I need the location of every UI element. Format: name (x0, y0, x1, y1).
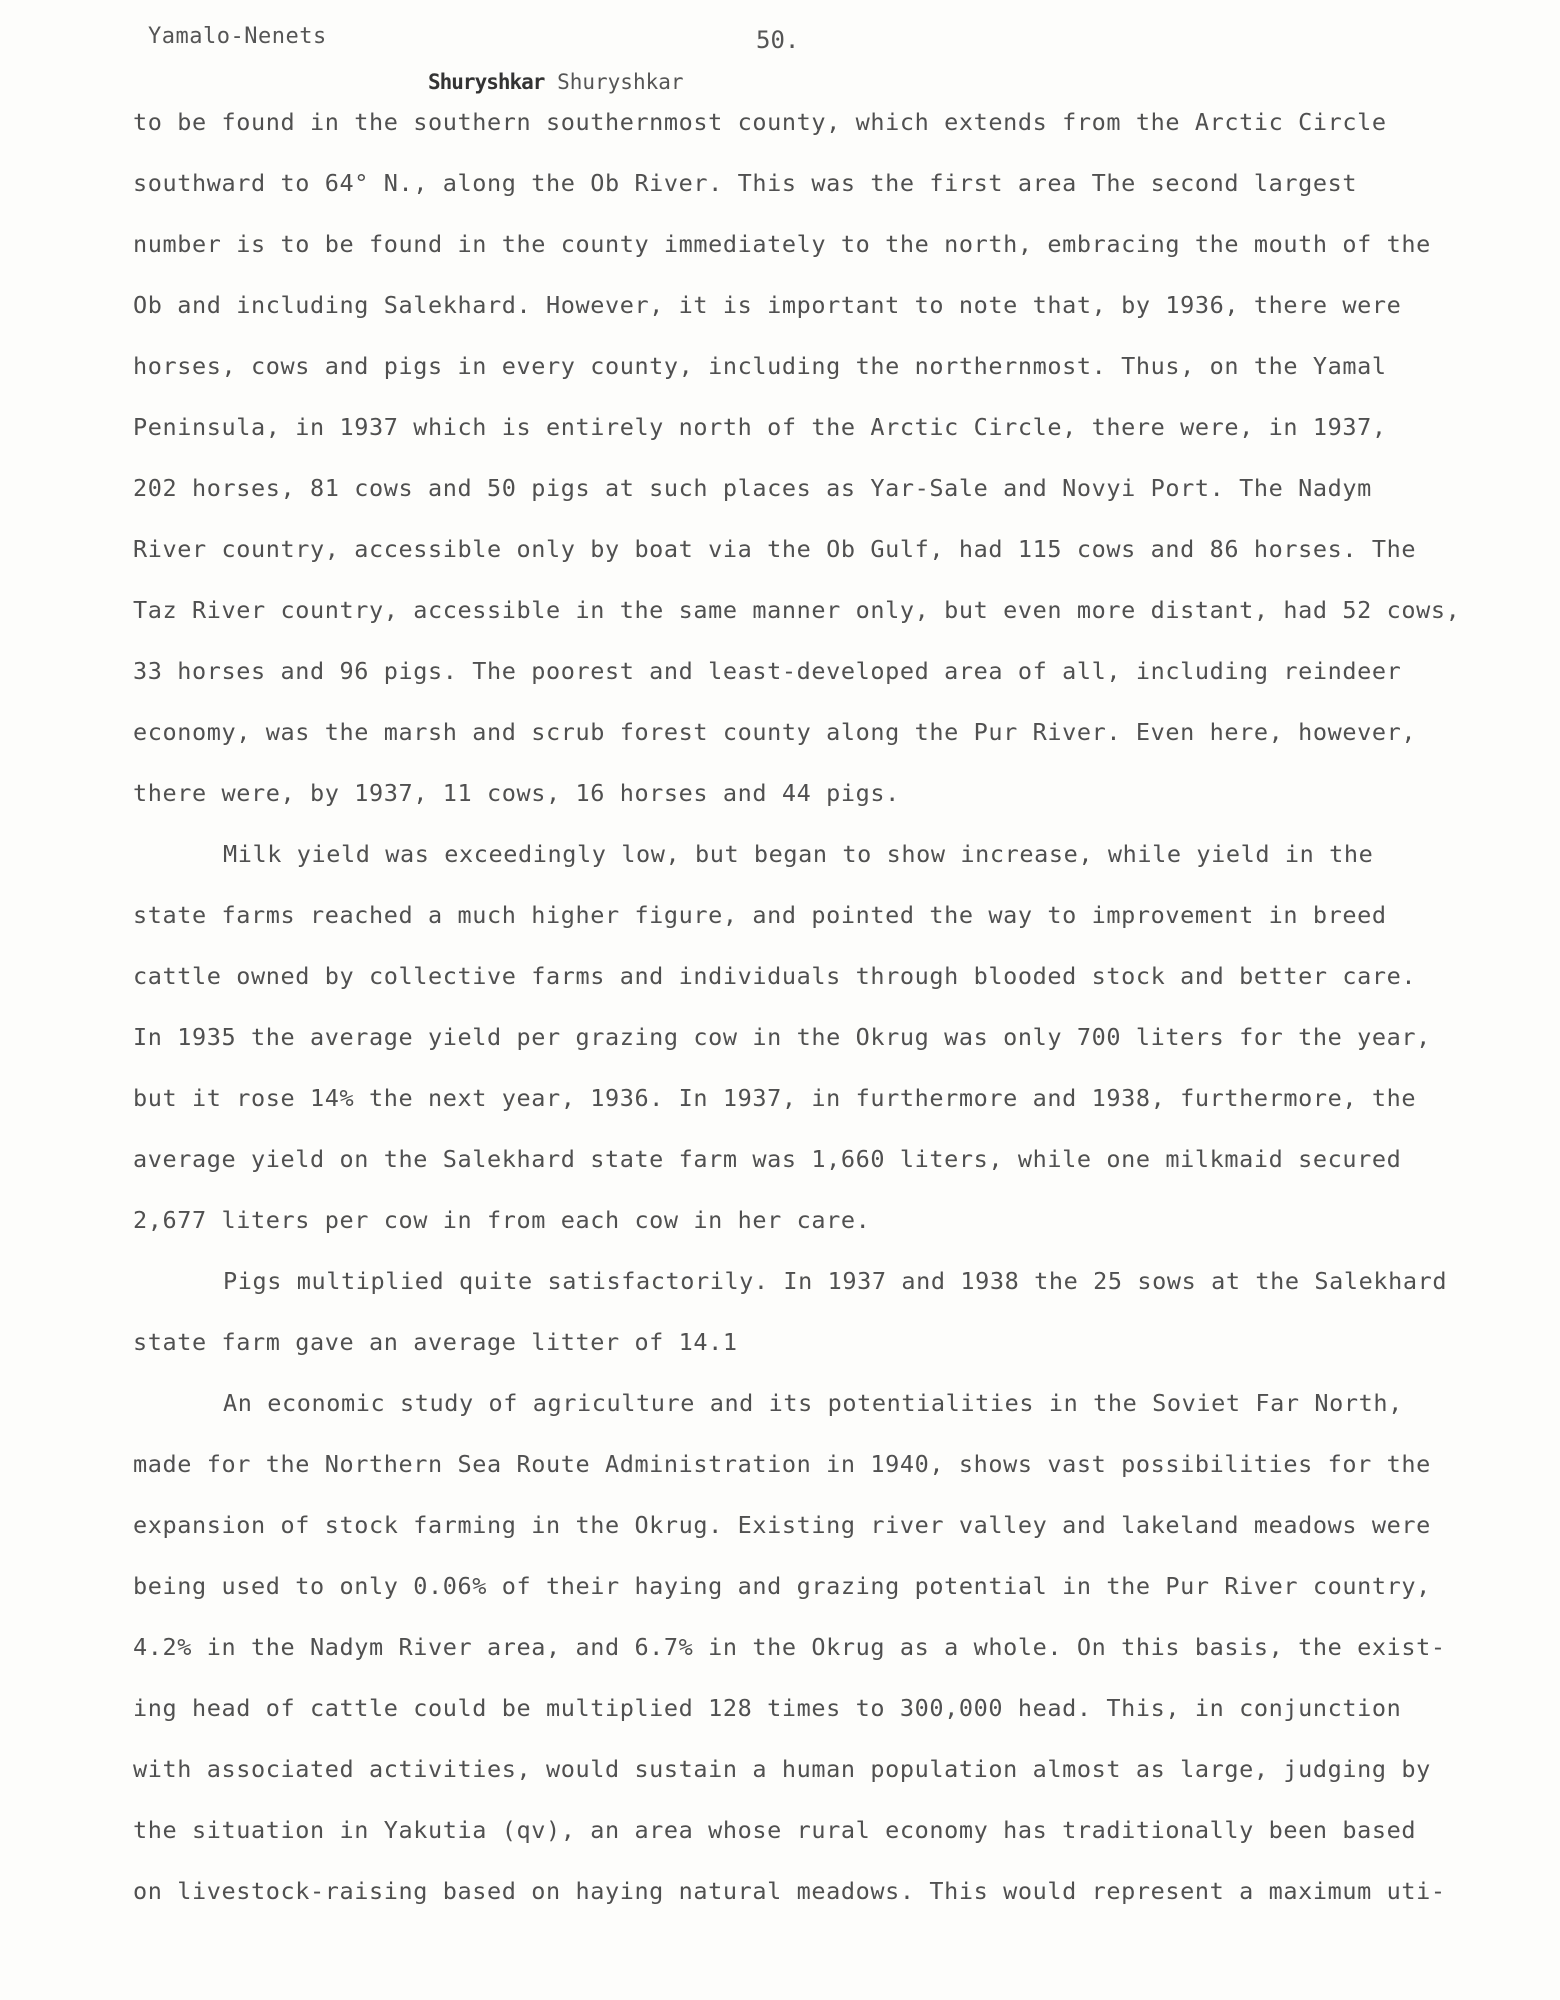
text-line: being used to only 0.06% of their haying and grazing potential in the Pur River country, (133, 1572, 1431, 1600)
struck-word: Shuryshkar (428, 70, 545, 94)
text-line: cattle owned by collective farms and individuals through blooded stock and better care. (133, 962, 1417, 990)
paragraph-start-line: Pigs multiplied quite satisfactorily. In 1937 and 1938 the 25 sows at the Salekhard (223, 1267, 1448, 1295)
inserted-word: Shuryshkar (557, 70, 684, 94)
text-line: state farm gave an average litter of 14.1 (133, 1328, 738, 1356)
text-line: to be found in the southern southernmost county, which extends from the Arctic Circle (133, 108, 1387, 136)
text-line: 4.2% in the Nadym River area, and 6.7% in the Okrug as a whole. On this basis, the exist- (133, 1633, 1446, 1661)
text-line: horses, cows and pigs in every county, including the northernmost. Thus, on the Yamal (133, 352, 1387, 380)
text-line: southward to 64° N., along the Ob River. This was the first area The second largest (133, 169, 1358, 197)
paragraph-start-line: Milk yield was exceedingly low, but began to show increase, while yield in the (223, 840, 1374, 868)
paragraph-start-line: An economic study of agriculture and its potentialities in the Soviet Far North, (223, 1389, 1403, 1417)
text-line: there were, by 1937, 11 cows, 16 horses and 44 pigs. (133, 779, 900, 807)
text-line: Ob and including Salekhard. However, it is important to note that, by 1936, there were (133, 291, 1402, 319)
text-line: on livestock-raising based on haying natural meadows. This would represent a maximum uti- (133, 1877, 1446, 1905)
text-line: 2,677 liters per cow in from each cow in her care. (133, 1206, 871, 1234)
text-line: state farms reached a much higher figure, and pointed the way to improvement in breed (133, 901, 1387, 929)
text-line: the situation in Yakutia (qv), an area whose rural economy has traditionally been based (133, 1816, 1417, 1844)
body-text (133, 92, 1513, 1922)
text-line: made for the Northern Sea Route Administration in 1940, shows vast possibilities for the (133, 1450, 1431, 1478)
text-line: ing head of cattle could be multiplied 128 times to 300,000 head. This, in conjunction (133, 1694, 1402, 1722)
page-number: 50. (756, 26, 800, 54)
text-line: expansion of stock farming in the Okrug. Existing river valley and lakeland meadows were (133, 1511, 1431, 1539)
text-line: In 1935 the average yield per grazing cow in the Okrug was only 700 liters for the year, (133, 1023, 1431, 1051)
text-line: Taz River country, accessible in the same manner only, but even more distant, had 52 cows, (133, 596, 1461, 624)
text-line: but it rose 14% the next year, 1936. In 1937, in furthermore and 1938, furthermore, the (133, 1084, 1417, 1112)
text-line: 33 horses and 96 pigs. The poorest and least-developed area of all, including reindeer (133, 657, 1402, 685)
text-line: River country, accessible only by boat via the Ob Gulf, had 115 cows and 86 horses. The (133, 535, 1417, 563)
text-line: number is to be found in the county immediately to the north, embracing the mouth of the (133, 230, 1431, 258)
section-header: Yamalo-Nenets (148, 24, 327, 49)
interlinear-insertion (428, 70, 684, 94)
text-line: 202 horses, 81 cows and 50 pigs at such places as Yar-Sale and Novyi Port. The Nadym (133, 474, 1372, 502)
text-line: with associated activities, would sustain a human population almost as large, judging by (133, 1755, 1431, 1783)
text-line: Peninsula, in 1937 which is entirely north of the Arctic Circle, there were, in 1937, (133, 413, 1387, 441)
text-line: average yield on the Salekhard state farm was 1,660 liters, while one milkmaid secured (133, 1145, 1402, 1173)
text-line: economy, was the marsh and scrub forest county along the Pur River. Even here, however, (133, 718, 1417, 746)
